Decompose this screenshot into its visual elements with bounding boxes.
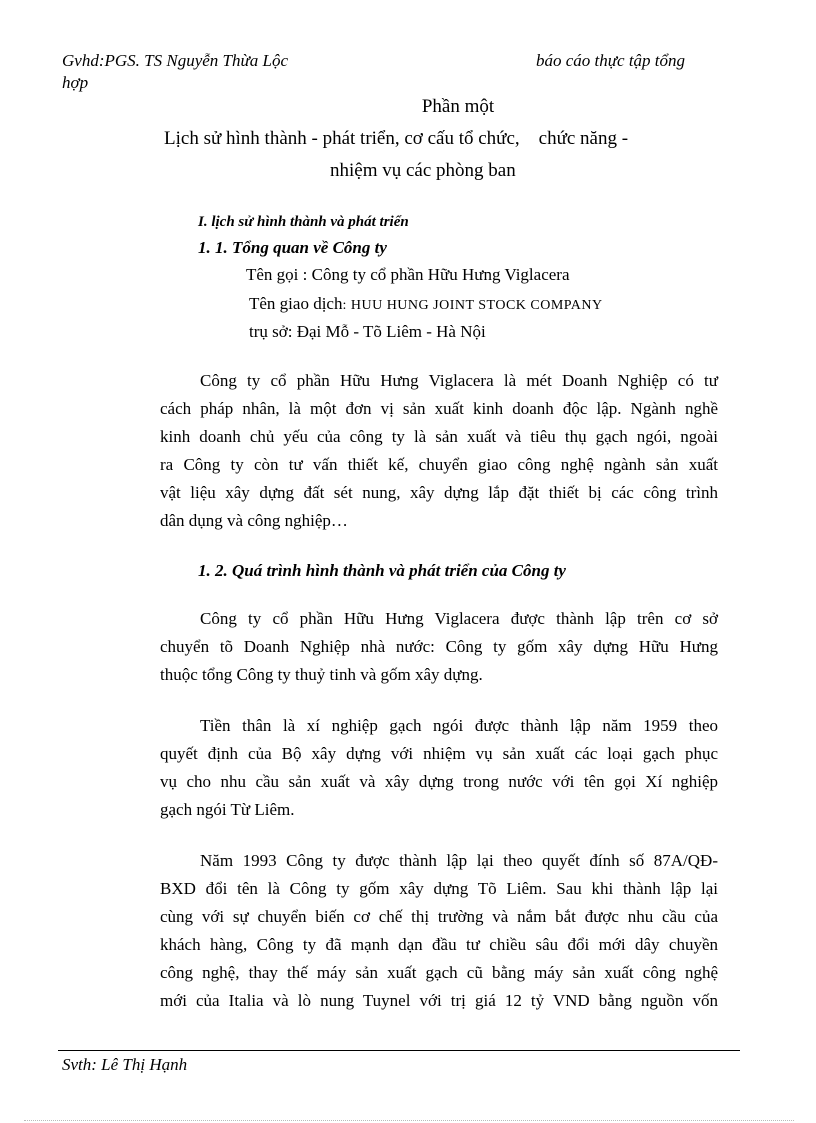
- paragraph-line: vật liệu xây dựng đất sét nung, xây dựng lắp đặt thiết bị các công trình: [160, 483, 718, 502]
- footer-divider: [58, 1050, 740, 1051]
- paragraph-line: kinh doanh chủ yếu của công ty là sản xuất và tiêu thụ gạch ngói, ngoài: [160, 427, 718, 446]
- trade-name-value: : HUU HUNG JOINT STOCK COMPANY: [342, 298, 603, 313]
- paragraph-line: thuộc tổng Công ty thuỷ tinh và gốm xây dựng.: [160, 665, 483, 684]
- paragraph-line: vụ cho nhu cầu sản xuất và xây dựng trong nước với tên gọi Xí nghiệp: [160, 772, 718, 791]
- company-trade-name: [249, 294, 603, 314]
- subsection-heading-2: 1. 2. Quá trình hình thành và phát triển của Công ty: [198, 561, 566, 580]
- paragraph-line: mới của Italia và lò nung Tuynel với trị giá 12 tỷ VND bằng nguồn vốn: [160, 991, 718, 1010]
- subsection-heading-1: 1. 1. Tổng quan về Công ty: [198, 238, 387, 257]
- header-report-title-wrap: hợp: [62, 73, 89, 92]
- part-title-line-2: nhiệm vụ các phòng ban: [330, 160, 516, 181]
- footer-author: Svth: Lê Thị Hạnh: [62, 1055, 188, 1074]
- paragraph-line: BXD đổi tên là Công ty gốm xây dựng Tõ Liêm. Sau khi thành lập lại: [160, 879, 718, 898]
- paragraph-line: Công ty cổ phần Hữu Hưng Viglacera được thành lập trên cơ sở: [200, 609, 718, 628]
- part-title-line-1: Lịch sử hình thành - phát triển, cơ cấu tổ chức, chức năng -: [164, 128, 629, 149]
- page-bottom-border: [24, 1120, 794, 1121]
- paragraph-line: quyết định của Bộ xây dựng với nhiệm vụ sản xuất các loại gạch phục: [160, 744, 718, 763]
- paragraph-line: ra Công ty còn tư vấn thiết kế, chuyển giao công nghệ ngành sản xuất: [160, 455, 718, 474]
- paragraph-line: chuyển tõ Doanh Nghiệp nhà nước: Công ty gốm xây dựng Hữu Hưng: [160, 637, 718, 656]
- header-advisor: Gvhd:PGS. TS Nguyễn Thừa Lộc: [62, 51, 289, 70]
- paragraph-line: cùng với sự chuyển biến cơ chế thị trường và nắm bắt được nhu cầu của: [160, 907, 718, 926]
- paragraph-line: Tiền thân là xí nghiệp gạch ngói được thành lập năm 1959 theo: [200, 716, 718, 735]
- section-heading: I. lịch sử hình thành và phát triển: [198, 214, 409, 230]
- paragraph-line: Năm 1993 Công ty được thành lập lại theo quyết đính số 87A/QĐ-: [200, 851, 718, 870]
- paragraph-line: dân dụng và công nghiệp…: [160, 511, 348, 530]
- paragraph-line: Công ty cổ phần Hữu Hưng Viglacera là mét Doanh Nghiệp có tư: [200, 371, 718, 390]
- paragraph-line: gạch ngói Từ Liêm.: [160, 800, 295, 819]
- company-name: Tên gọi : Công ty cổ phần Hữu Hưng Viglacera: [246, 265, 570, 284]
- paragraph-line: cách pháp nhân, là một đơn vị sản xuất kinh doanh độc lập. Ngành nghề: [160, 399, 718, 418]
- part-label: Phần một: [421, 96, 495, 117]
- paragraph-line: công nghệ, thay thế máy sản xuất gạch cũ bằng máy sản xuất công nghệ: [160, 963, 718, 982]
- trade-name-label: Tên giao dịch: [249, 294, 343, 313]
- company-address: trụ sở: Đại Mỗ - Tõ Liêm - Hà Nội: [249, 322, 486, 341]
- header-report-title: báo cáo thực tập tổng: [536, 51, 686, 70]
- paragraph-line: khách hàng, Công ty đã mạnh dạn đầu tư chiều sâu đổi mới dây chuyền: [160, 935, 718, 954]
